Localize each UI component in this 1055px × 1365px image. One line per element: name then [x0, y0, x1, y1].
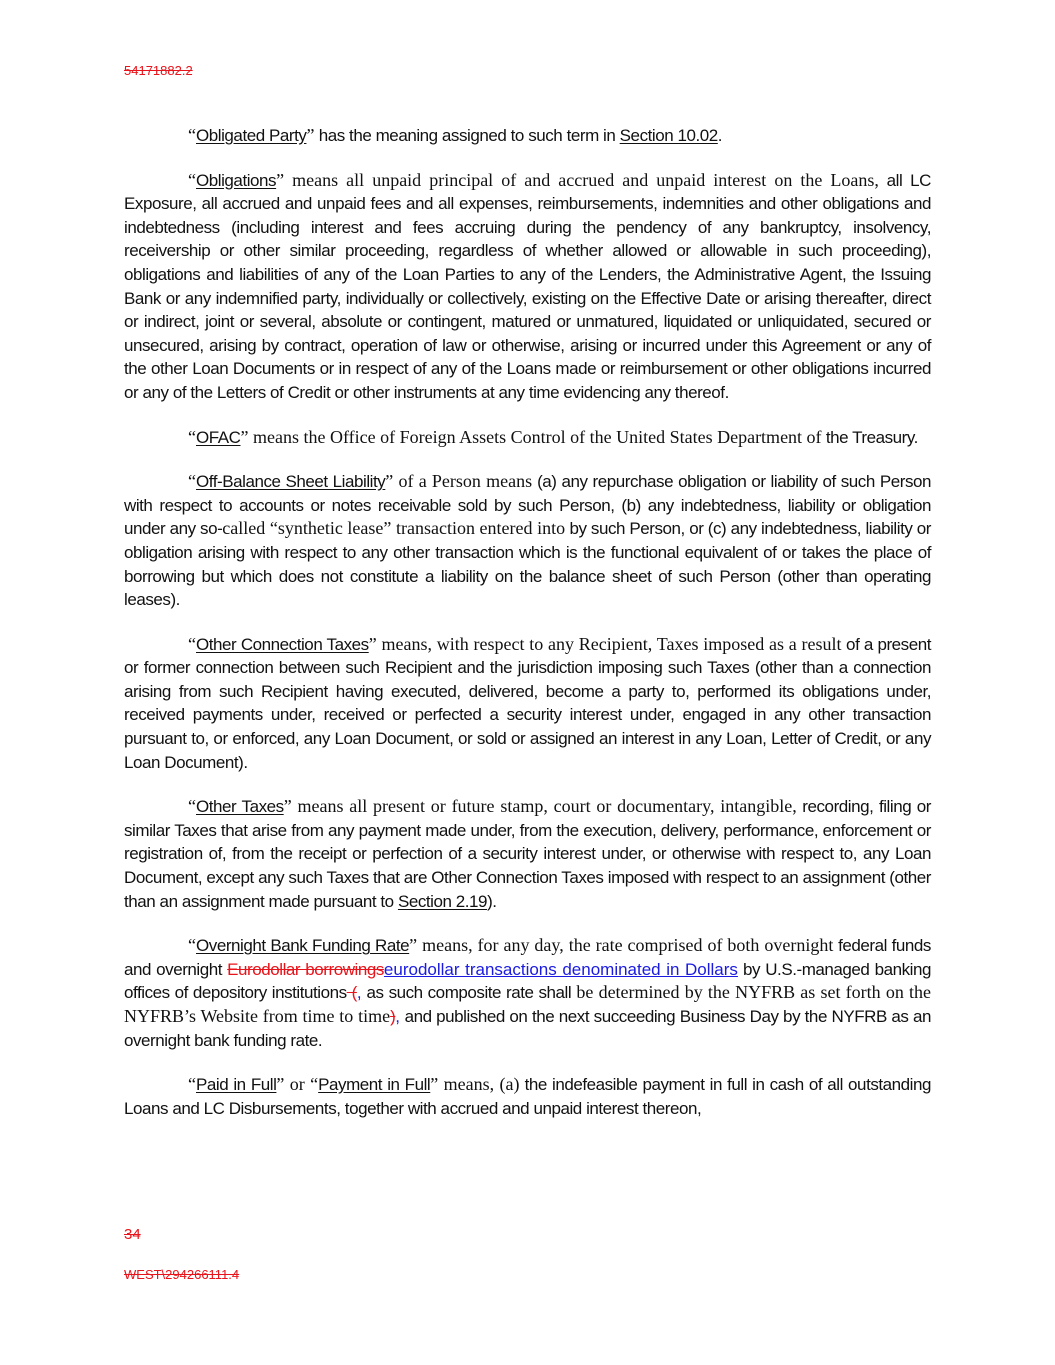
- definition-text: means all unpaid principal of and accrued and unpaid interest on the Loans,: [284, 169, 879, 190]
- definition-text: .: [717, 126, 723, 145]
- definition-text: of a present or former connection between such Recipient and the jurisdiction imposing such Taxes (other than a connection arising from such Recipient having executed, delivered, become a party to, performed its obligations under, received payments under, received or perfected a security interest under, engaged in any other transaction pursuant to, or enforced, any Loan Document, or sold or assigned an interest in any Loan, Letter of Credit, or any Loan Document).: [124, 634, 931, 772]
- definition-text: the indefeasible payment in full in cash of all outstanding Loans and LC Disbursements, together with accrued and unpaid interest thereon,: [124, 1075, 932, 1118]
- definition-text: ).: [487, 891, 497, 911]
- definition-text: or: [284, 1074, 311, 1095]
- footer-doc-ref: WEST\294266111.4: [124, 1267, 240, 1282]
- close-quote: ”: [385, 471, 394, 492]
- tracked-deletion: Eurodollar borrowings: [227, 959, 384, 979]
- definition-other-taxes: [124, 795, 931, 913]
- definition-text: be determined by the NYFRB as set forth on the NYFRB’s Website from time to time: [124, 982, 932, 1026]
- tracked-deletion: ): [390, 1007, 396, 1026]
- defined-term: Obligations: [196, 170, 277, 190]
- definition-text: and published on the next succeeding Business Day by the NYFRB as an overnight bank funding rate.: [124, 1007, 932, 1050]
- open-quote: “: [188, 1074, 196, 1095]
- open-quote: “: [188, 796, 196, 817]
- open-quote: “: [188, 471, 196, 492]
- defined-term: Other Connection Taxes: [196, 634, 369, 654]
- definition-paid-in-full: [124, 1073, 931, 1120]
- tracked-insertion: ,: [356, 983, 362, 1003]
- defined-term: Other Taxes: [196, 797, 284, 817]
- defined-term: Off-Balance Sheet Liability: [196, 472, 386, 492]
- definition-overnight-bank-funding-rate: [124, 934, 931, 1052]
- defined-term: Overnight Bank Funding Rate: [196, 936, 410, 956]
- definition-text: of a Person means: [393, 471, 533, 492]
- definition-ofac: [124, 426, 931, 450]
- definition-other-connection-taxes: [124, 633, 931, 775]
- open-quote: “: [188, 426, 196, 447]
- close-quote: ”: [240, 426, 249, 447]
- definition-text: has the meaning assigned to such term in: [314, 126, 620, 145]
- close-quote: ”: [306, 125, 315, 145]
- definition-text: (a) any repurchase obligation or liability of such Person with respect to accounts or notes receivable sold by such Person, (b) any indebtedness, liability or obligation under any so-: [124, 472, 932, 539]
- close-quote: ”: [276, 1074, 285, 1095]
- tracked-insertion: eurodollar transactions denominated in Dollars: [383, 959, 738, 979]
- defined-term: OFAC: [196, 427, 241, 447]
- open-quote: “: [188, 125, 196, 145]
- header-doc-id: 54171882.2: [124, 63, 193, 78]
- close-quote: ”: [368, 633, 377, 654]
- document-body: [124, 124, 931, 1141]
- definition-text: all LC Exposure, all accrued and unpaid fees and all expenses, reimbursements, indemnities and other obligations and indebtedness (including interest and fees accruing during the pendency of any bankruptcy, insolvency, receivership or other similar proceeding, regardless of whether allowed or allowable in such proceeding), obligations and liabilities of any of the Loan Parties to any of the Lenders, the Administrative Agent, the Issuing Bank or any indemnified party, individually or collectively, existing on the Effective Date or arising thereafter, direct or indirect, joint or several, absolute or contingent, matured or unmatured, liquidated or unliquidated, secured or unsecured, arising by contract, operation of law or otherwise, arising or incurred under this Agreement or any of the other Loan Documents or in respect of any of the Loans made or reimbursement or other obligations incurred or any of the Letters of Credit or other instruments at any time evidencing any thereof.: [124, 170, 931, 402]
- open-quote: “: [188, 633, 196, 654]
- definition-text: the Treasury.: [821, 427, 918, 447]
- section-reference-link[interactable]: Section 2.19: [397, 891, 488, 911]
- definition-text: means, for any day, the rate comprised of both overnight: [417, 935, 834, 956]
- tracked-insertion: ,: [395, 1007, 401, 1026]
- open-quote: “: [310, 1074, 319, 1095]
- definition-text: called “synthetic lease” transaction entered into: [222, 518, 566, 539]
- section-reference-link[interactable]: Section 10.02: [619, 126, 718, 145]
- definition-obligated-party: [124, 124, 931, 148]
- definition-text: by U.S.-managed banking offices of depository institutions: [124, 959, 931, 1003]
- close-quote: ”: [276, 169, 285, 190]
- definition-text: federal funds and overnight: [124, 936, 931, 979]
- close-quote: ”: [430, 1074, 439, 1095]
- definition-text: recording, filing or similar Taxes that arise from any payment made under, from the execution, delivery, performance, enforcement or registration of, from the receipt or perfection of a security interest under, or otherwise with respect to, any Loan Document, except any such Taxes that are Other Connection Taxes imposed with respect to an assignment (other than an assignment made pursuant to: [124, 797, 931, 911]
- definition-text: as such composite rate shall: [361, 983, 572, 1003]
- open-quote: “: [188, 169, 196, 190]
- definition-text: means the Office of Foreign Assets Control of the United States Department of: [248, 426, 822, 447]
- definition-text: means, (a): [438, 1074, 520, 1095]
- tracked-deletion: (: [346, 983, 357, 1003]
- definition-text: means, with respect to any Recipient, Taxes imposed as a result: [376, 633, 842, 654]
- definition-off-balance-sheet-liability: [124, 470, 931, 612]
- defined-term: Payment in Full: [318, 1075, 431, 1095]
- page-number: 34: [124, 1226, 141, 1243]
- defined-term: Paid in Full: [196, 1075, 277, 1095]
- definition-text: by such Person, or (c) any indebtedness, liability or obligation arising with respect to any other transaction which is the functional equivalent of or takes the place of borrowing but which does not constitute a liability on the balance sheet of such Person (other than operating leases).: [124, 519, 931, 610]
- open-quote: “: [188, 935, 196, 956]
- close-quote: ”: [409, 935, 418, 956]
- definition-text: means all present or future stamp, court or documentary, intangible,: [291, 796, 797, 817]
- defined-term: Obligated Party: [196, 126, 307, 145]
- close-quote: ”: [283, 796, 292, 817]
- definition-obligations: [124, 169, 931, 405]
